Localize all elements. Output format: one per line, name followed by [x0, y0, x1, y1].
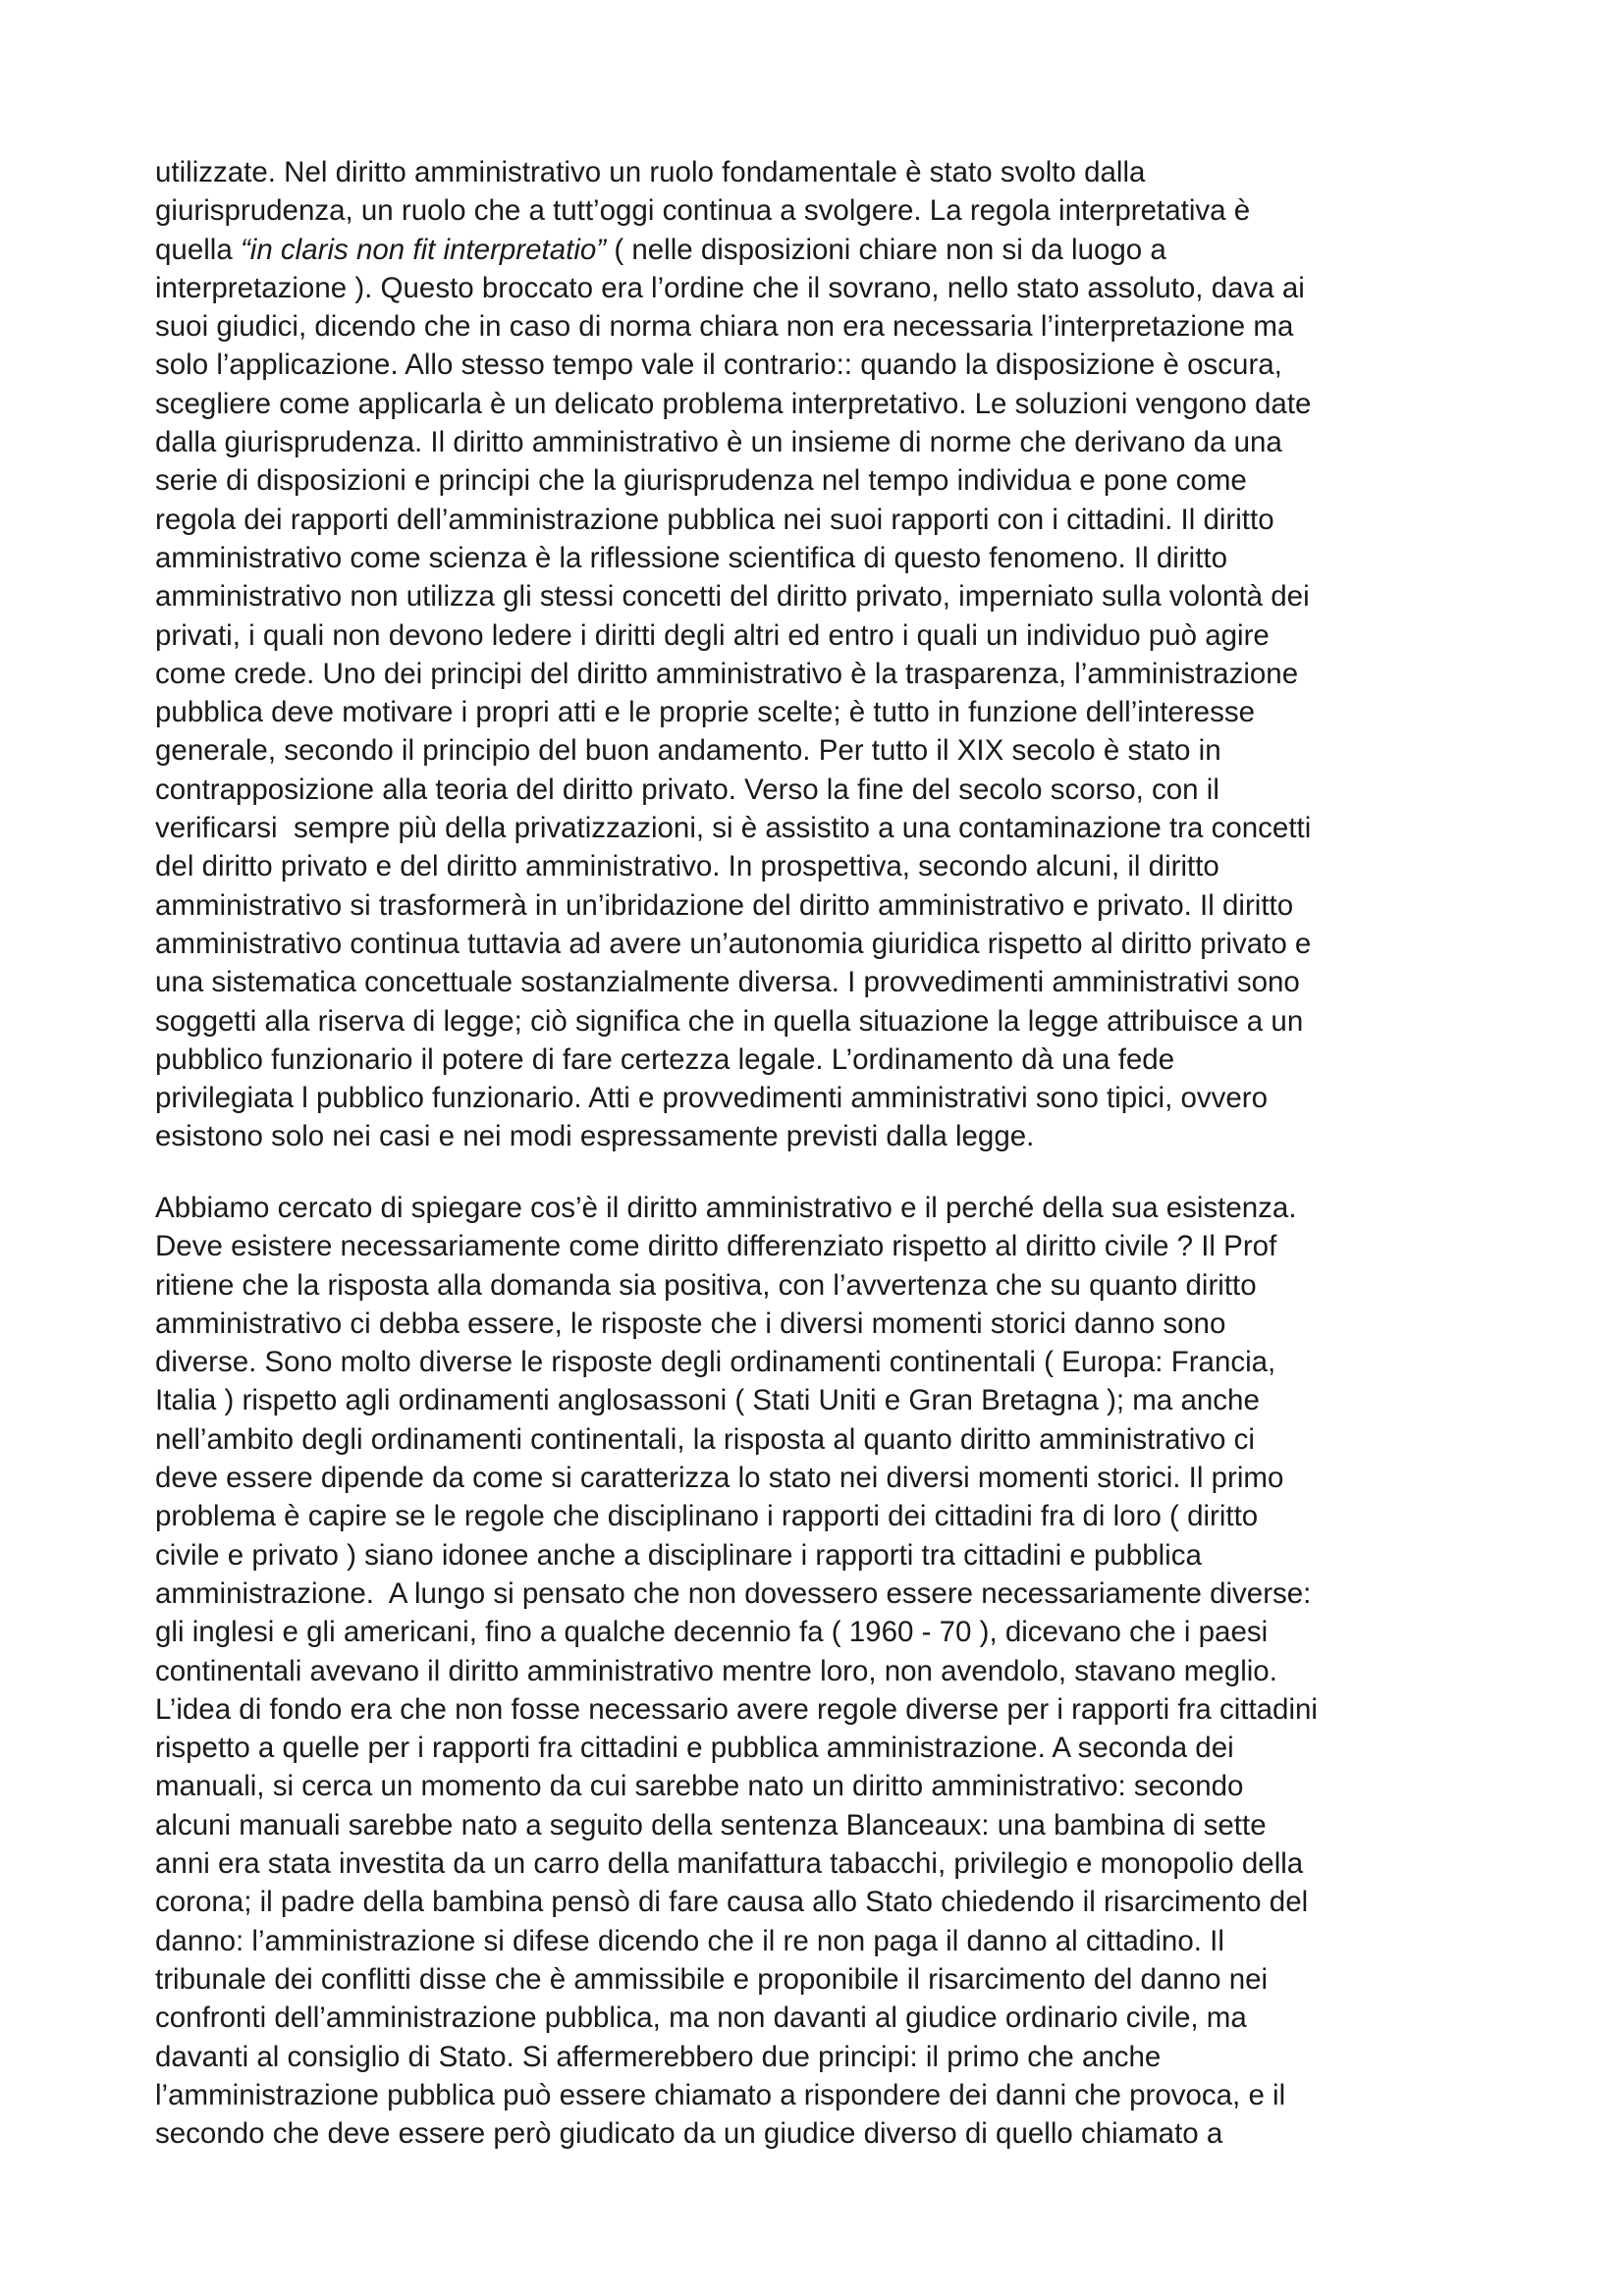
text-line [155, 577, 1481, 615]
text-segment: manuali, si cerca un momento da cui sarebbe nato un diritto amministrativo: secondo [155, 1770, 1244, 1803]
text-segment: rispetto a quelle per i rapporti fra cittadini e pubblica amministrazione. A seconda dei [155, 1732, 1234, 1765]
text-segment: danno: l’amministrazione si difese dicendo che il re non paga il danno al cittadino. Il [155, 1924, 1224, 1957]
text-line [155, 1305, 1481, 1343]
text-segment: generale, secondo il principio del buon andamento. Per tutto il XIX secolo è stato in [155, 734, 1221, 768]
text-segment: pubblico funzionario il potere di fare certezza legale. L’ordinamento dà una fede [155, 1042, 1175, 1076]
text-line [155, 423, 1481, 461]
text-line [155, 1189, 1481, 1227]
text-segment: del diritto privato e del diritto amministrativo. In prospettiva, secondo alcuni, il diritto [155, 850, 1219, 883]
text-line [155, 2076, 1481, 2114]
text-segment: Italia ) rispetto agli ordinamenti anglosassoni ( Stati Uniti e Gran Bretagna ); ma anche [155, 1384, 1260, 1417]
text-segment: scegliere come applicarla è un delicato problema interpretativo. Le soluzioni vengono date [155, 387, 1312, 420]
text-segment: quella [155, 233, 241, 266]
text-segment: problema è capire se le regole che disciplinano i rapporti dei cittadini fra di loro ( diritto [155, 1500, 1259, 1533]
text-segment: davanti al consiglio di Stato. Si affermerebbero due principi: il primo che anche [155, 2040, 1162, 2073]
text-line [155, 1343, 1481, 1381]
text-line [155, 191, 1481, 230]
text-line [155, 1960, 1481, 1999]
text-line [155, 1806, 1481, 1844]
text-line [155, 1613, 1481, 1651]
text-segment: amministrazione. A lungo si pensato che non dovessero essere necessariamente diverse: [155, 1576, 1312, 1610]
text-line [155, 385, 1481, 423]
text-line [155, 307, 1481, 346]
text-segment: contrapposizione alla teoria del diritto privato. Verso la fine del secolo scorso, con il [155, 773, 1219, 806]
text-segment: privilegiata l pubblico funzionario. Atti e provvedimenti amministrativi sono tipici, ovvero [155, 1082, 1268, 1115]
text-segment: corona; il padre della bambina pensò di fare causa allo Stato chiedendo il risarcimento del [155, 1886, 1309, 1919]
text-line [155, 1690, 1481, 1729]
text-line [155, 655, 1481, 693]
text-segment: gli inglesi e gli americani, fino a qualche decennio fa ( 1960 - 70 ), dicevano che i paesi [155, 1616, 1269, 1649]
text-segment: ritiene che la risposta alla domanda sia positiva, con l’avvertenza che su quanto diritto [155, 1268, 1257, 1302]
text-segment: soggetti alla riserva di legge; ciò significa che in quella situazione la legge attribuisce a un [155, 1004, 1304, 1038]
text-segment: alcuni manuali sarebbe nato a seguito della sentenza Blanceaux: una bambina di sette [155, 1808, 1267, 1842]
text-segment: nell’ambito degli ordinamenti continentali, la risposta al quanto diritto amministrativo ci [155, 1422, 1255, 1456]
text-line [155, 1266, 1481, 1305]
text-segment: tribunale dei conflitti disse che è ammissibile e proponibile il risarcimento del danno nei [155, 1962, 1269, 1996]
text-line [155, 1079, 1481, 1117]
text-line [155, 616, 1481, 655]
text-line [155, 153, 1481, 191]
text-line [155, 1002, 1481, 1041]
text-segment: “in claris non fit interpretatio” [240, 233, 607, 266]
paragraph-2 [155, 1189, 1481, 2153]
text-segment: Abbiamo cercato di spiegare cos’è il diritto amministrativo e il perché della sua esistenza. [155, 1192, 1297, 1224]
text-segment: civile e privato ) siano idonee anche a disciplinare i rapporti tra cittadini e pubblica [155, 1538, 1202, 1572]
text-segment: L’idea di fondo era che non fosse necessario avere regole diverse per i rapporti fra cittadini [155, 1692, 1318, 1726]
text-line [155, 1041, 1481, 1079]
text-line [155, 269, 1481, 307]
text-line [155, 886, 1481, 925]
text-line [155, 461, 1481, 500]
text-segment: suoi giudici, dicendo che in caso di norma chiara non era necessaria l’interpretazione ma [155, 310, 1294, 344]
text-line [155, 1999, 1481, 2037]
text-segment: giurisprudenza, un ruolo che a tutt’oggi continua a svolgere. La regola interpretativa è [155, 194, 1251, 228]
text-segment: amministrativo si trasformerà in un’ibridazione del diritto amministrativo e privato. Il diritto [155, 888, 1294, 922]
text-line [155, 346, 1481, 384]
text-segment: secondo che deve essere però giudicato da un giudice diverso di quello chiamato a [155, 2117, 1223, 2151]
text-segment: pubblica deve motivare i propri atti e le proprie scelte; è tutto in funzione dell’interesse [155, 696, 1255, 729]
text-segment: continentali avevano il diritto amministrativo mentre loro, non avendolo, stavano meglio. [155, 1654, 1277, 1687]
text-line [155, 2114, 1481, 2153]
text-line [155, 231, 1481, 269]
text-line [155, 1922, 1481, 1960]
text-line [155, 963, 1481, 1001]
text-segment: esistono solo nei casi e nei modi espressamente previsti dalla legge. [155, 1120, 1035, 1153]
text-segment: regola dei rapporti dell’amministrazione pubblica nei suoi rapporti con i cittadini. Il diritto [155, 503, 1274, 536]
text-line [155, 1497, 1481, 1535]
text-segment: l’amministrazione pubblica può essere chiamato a rispondere dei danni che provoca, e il [155, 2078, 1286, 2111]
text-segment: confronti dell’amministrazione pubblica, ma non davanti al giudice ordinario civile, ma [155, 2002, 1247, 2035]
text-segment: amministrativo continua tuttavia ad avere un’autonomia giuridica rispetto al diritto privato e [155, 927, 1312, 960]
text-line [155, 1420, 1481, 1459]
text-segment: deve essere dipende da come si caratterizza lo stato nei diversi momenti storici. Il primo [155, 1462, 1284, 1495]
text-line [155, 1117, 1481, 1155]
text-line [155, 1227, 1481, 1265]
text-line [155, 1844, 1481, 1883]
text-line [155, 501, 1481, 539]
text-line [155, 1536, 1481, 1575]
text-segment: dalla giurisprudenza. Il diritto amministrativo è un insieme di norme che derivano da una [155, 426, 1282, 459]
text-line [155, 847, 1481, 885]
text-line [155, 1652, 1481, 1690]
text-segment: verificarsi sempre più della privatizzazioni, si è assistito a una contaminazione tra concetti [155, 812, 1312, 845]
text-line [155, 1575, 1481, 1613]
paragraph-1 [155, 153, 1481, 1156]
text-segment: Deve esistere necessariamente come diritto differenziato rispetto al diritto civile ? Il Prof [155, 1230, 1277, 1263]
text-line [155, 731, 1481, 770]
text-segment: privati, i quali non devono ledere i diritti degli altri ed entro i quali un individuo può agire [155, 618, 1270, 652]
text-line [155, 1729, 1481, 1767]
text-line [155, 1767, 1481, 1805]
text-segment: diverse. Sono molto diverse le risposte degli ordinamenti continentali ( Europa: Francia, [155, 1346, 1276, 1379]
text-segment: anni era stata investita da un carro della manifattura tabacchi, privilegio e monopolio della [155, 1847, 1304, 1881]
text-line [155, 771, 1481, 809]
text-segment: utilizzate. Nel diritto amministrativo un ruolo fondamentale è stato svolto dalla [155, 156, 1146, 188]
text-line [155, 925, 1481, 963]
text-segment: solo l’applicazione. Allo stesso tempo vale il contrario:: quando la disposizione è oscura, [155, 348, 1282, 382]
text-line [155, 539, 1481, 577]
text-segment: come crede. Uno dei principi del diritto amministrativo è la trasparenza, l’amministrazione [155, 657, 1299, 690]
text-segment: amministrativo ci debba essere, le risposte che i diversi momenti storici danno sono [155, 1307, 1226, 1340]
text-segment: serie di disposizioni e principi che la giurisprudenza nel tempo individua e pone come [155, 464, 1247, 498]
text-segment: interpretazione ). Questo broccato era l’ordine che il sovrano, nello stato assoluto, dava ai [155, 271, 1305, 304]
text-line [155, 809, 1481, 847]
text-line [155, 1459, 1481, 1497]
text-line [155, 2038, 1481, 2076]
text-line [155, 693, 1481, 731]
text-segment: amministrativo non utilizza gli stessi concetti del diritto privato, imperniato sulla volontà dei [155, 580, 1310, 614]
text-line [155, 1883, 1481, 1921]
text-line [155, 1381, 1481, 1419]
text-segment: amministrativo come scienza è la riflessione scientifica di questo fenomeno. Il diritto [155, 541, 1227, 574]
text-segment: una sistematica concettuale sostanzialmente diversa. I provvedimenti amministrativi sono [155, 966, 1300, 999]
text-segment: ( nelle disposizioni chiare non si da luogo a [606, 233, 1166, 266]
